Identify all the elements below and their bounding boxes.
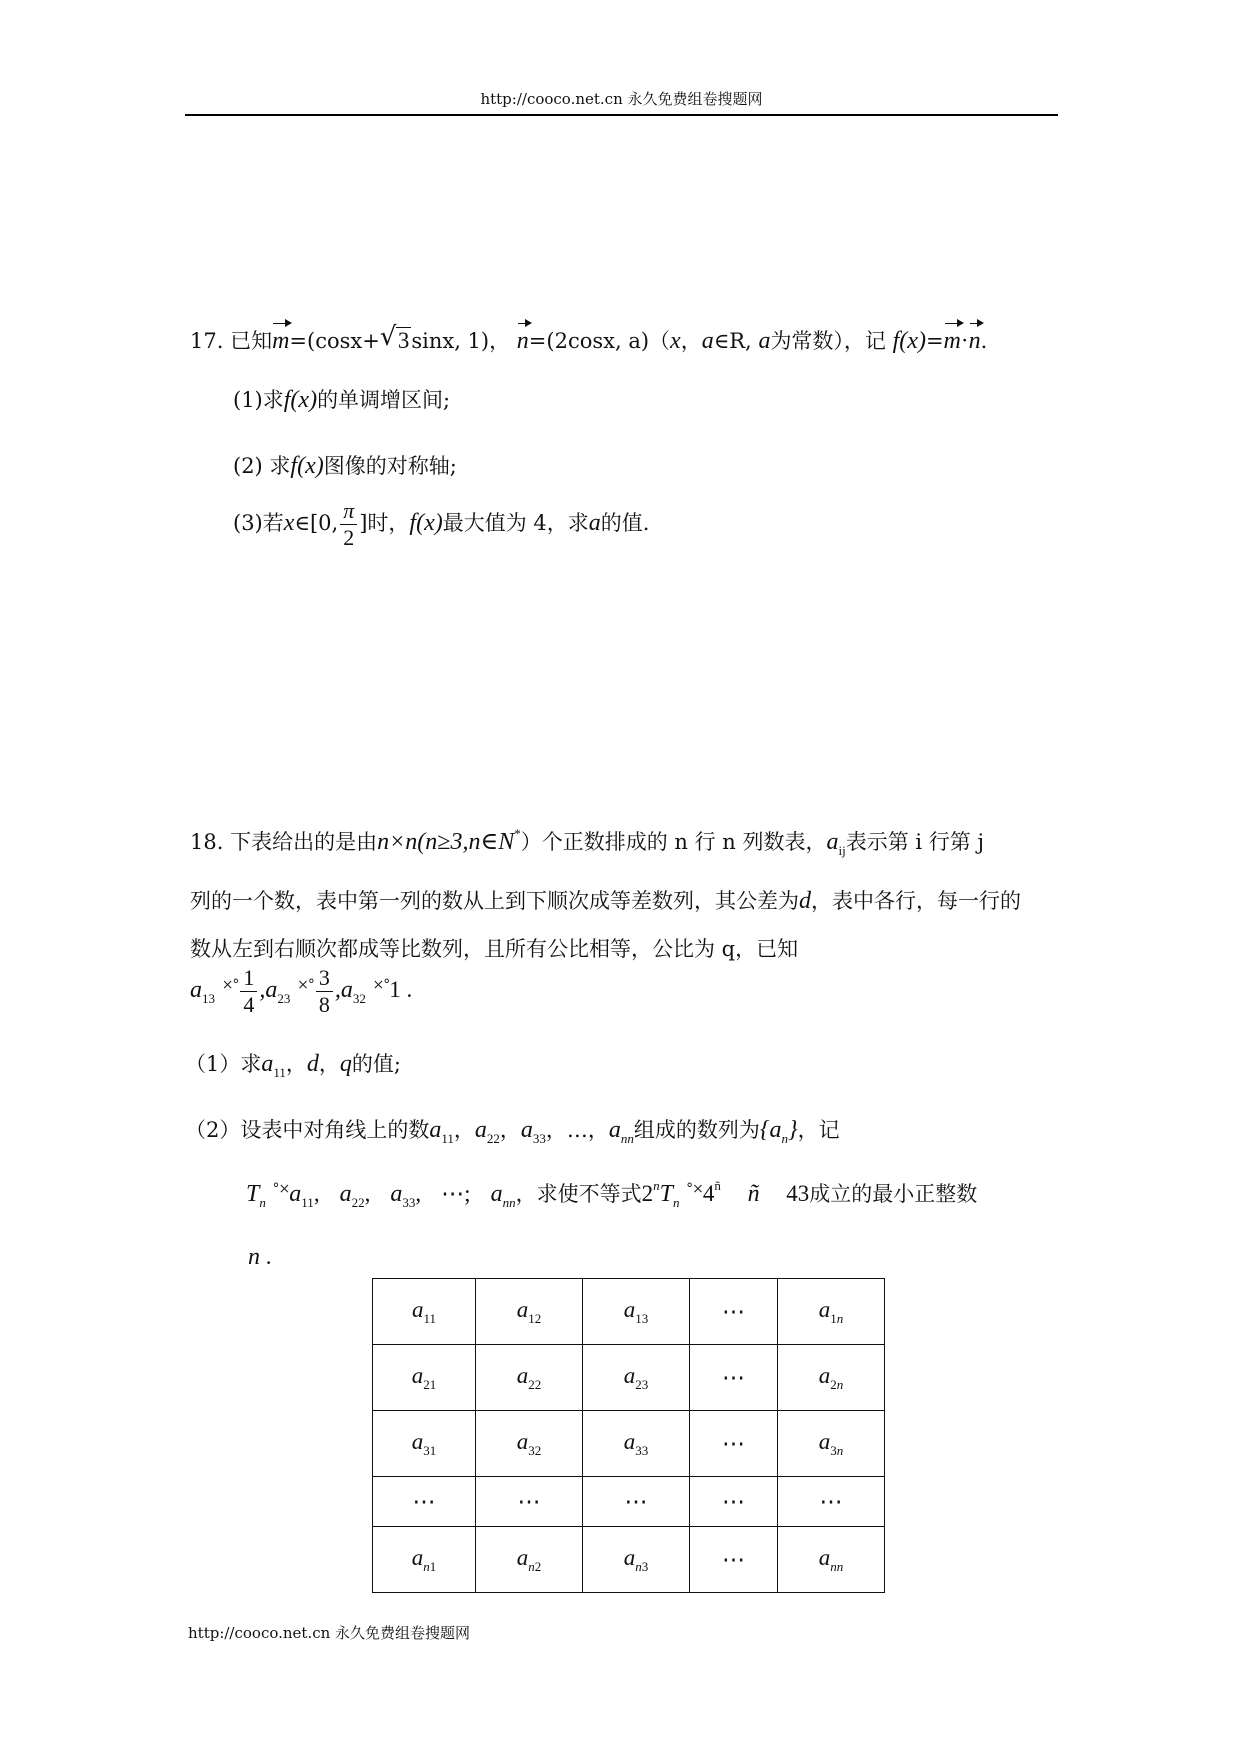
- matrix-row: [373, 1279, 885, 1345]
- matrix-cell: $a_{22}$: [476, 1345, 583, 1411]
- header-divider: [185, 114, 1058, 116]
- matrix-row: [373, 1345, 885, 1411]
- q17-statement: 17. 已知m=(cosx+ √ 3sinx, 1)， n=(2cosx, a)（x，a∈R, a为常数），记 f(x)=m·n.: [190, 322, 988, 354]
- q17-part3: (3)若x∈[0, $\frac{\pi}{2}$ ]时，f(x)最大值为 4，求a的值.: [233, 498, 650, 550]
- matrix-cell: $a_{21}$: [373, 1345, 476, 1411]
- matrix-row: [373, 1477, 885, 1527]
- matrix-cell: $a_{nn}$: [778, 1527, 885, 1593]
- matrix-cell: $a_{2n}$: [778, 1345, 885, 1411]
- matrix-row: [373, 1411, 885, 1477]
- q18-line2: 列的一个数，表中第一列的数从上到下顺次成等差数列，其公差为d，表中各行，每一行的: [190, 888, 1021, 914]
- vector-n: n: [516, 328, 529, 354]
- q17-part1: (1)求f(x)的单调增区间;: [233, 387, 451, 413]
- sqrt-3: √ 3: [379, 322, 410, 353]
- matrix-cell: $a_{32}$: [476, 1411, 583, 1477]
- matrix-cell: ⋯: [690, 1411, 778, 1477]
- q18-tn-definition: $T_n$ $^{^\circ\times}a_{11}$, $a_{22}$, $a_{33}$, ⋯; $a_{nn}$，求使不等式$2^nT_n$ $^{^\circ\times}4^ñ$ ñ 43成立的最小正整数: [246, 1178, 978, 1210]
- matrix-cell: $a_{1n}$: [778, 1279, 885, 1345]
- q18-part1: （1）求$a_{11}$，d，q的值;: [185, 1051, 401, 1080]
- matrix-cell: $a_{31}$: [373, 1411, 476, 1477]
- matrix-cell: $a_{13}$: [583, 1279, 690, 1345]
- matrix-cell: ⋯: [373, 1477, 476, 1527]
- page-footer: http://cooco.net.cn 永久免费组卷搜题网: [188, 1624, 471, 1642]
- matrix-cell: $a_{3n}$: [778, 1411, 885, 1477]
- matrix-cell: ⋯: [690, 1345, 778, 1411]
- matrix-cell: ⋯: [583, 1477, 690, 1527]
- vector-m: m: [272, 328, 290, 354]
- matrix-cell: $a_{23}$: [583, 1345, 690, 1411]
- matrix-cell: $a_{n2}$: [476, 1527, 583, 1593]
- matrix-cell: $a_{n1}$: [373, 1527, 476, 1593]
- matrix-cell: ⋯: [476, 1477, 583, 1527]
- matrix-cell: ⋯: [690, 1279, 778, 1345]
- matrix-cell: ⋯: [690, 1527, 778, 1593]
- page-header: http://cooco.net.cn 永久免费组卷搜题网: [480, 90, 763, 108]
- q17-part2: (2) 求f(x)图像的对称轴;: [233, 453, 457, 479]
- matrix-cell: ⋯: [690, 1477, 778, 1527]
- q18-tail: n .: [248, 1244, 272, 1270]
- matrix-cell: $a_{11}$: [373, 1279, 476, 1345]
- matrix-cell: ⋯: [778, 1477, 885, 1527]
- matrix-cell: $a_{12}$: [476, 1279, 583, 1345]
- q18-part2: （2）设表中对角线上的数$a_{11}$，$a_{22}$，$a_{33}$，…，$a_{nn}$组成的数列为$\{a_n\}$，记: [185, 1117, 840, 1146]
- number-matrix-table: [372, 1278, 885, 1593]
- q18-line3: 数从左到右顺次都成等比数列，且所有公比相等，公比为 q，已知: [190, 937, 799, 961]
- q18-line1: 18. 下表给出的是由n×n(n≥3,n∈N*）个正数排成的 n 行 n 列数表，$a_{ij}$表示第 i 行第 j: [190, 826, 984, 858]
- fraction-pi-over-2: $\frac{\pi}{2}$: [340, 498, 357, 551]
- q18-given-values: $a_{13}$ ×° $\frac{1}{4}$ $,a_{23}$ ×° $\frac{3}{8}$ $,a_{32}$ ×°1 .: [190, 965, 413, 1017]
- matrix-cell: $a_{n3}$: [583, 1527, 690, 1593]
- matrix-row: [373, 1527, 885, 1593]
- matrix-cell: $a_{33}$: [583, 1411, 690, 1477]
